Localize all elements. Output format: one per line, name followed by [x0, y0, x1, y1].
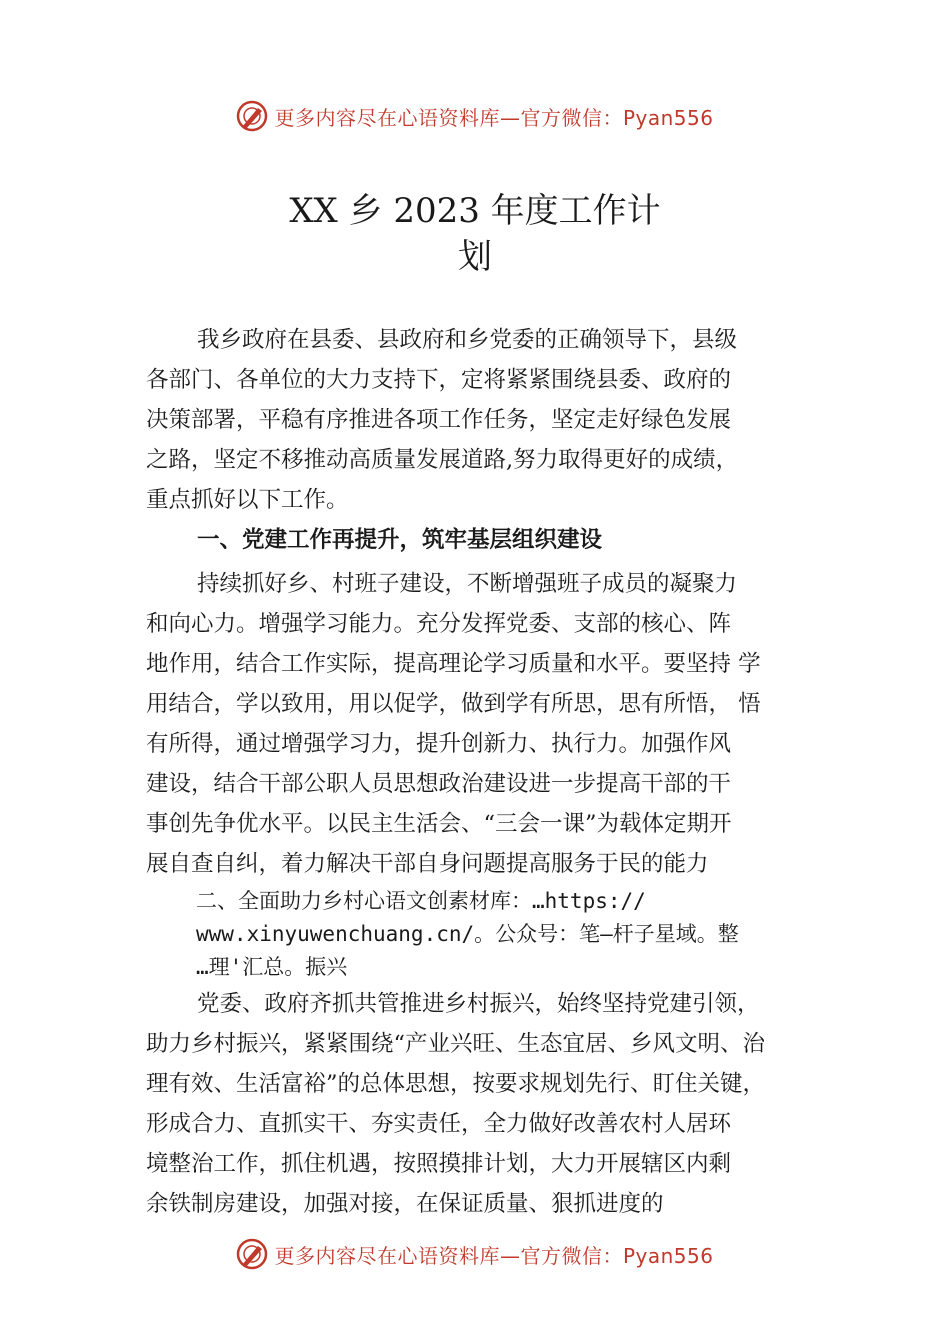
text-line: 理有效、生活富裕”的总体思想，按要求规划先行、盯住关键，: [146, 1071, 766, 1097]
text-line: 决策部署，平稳有序推进各项工作任务，坚定走好绿色发展: [146, 407, 732, 433]
pen-logo-icon: [236, 1238, 268, 1270]
text-line: 重点抓好以下工作。: [146, 487, 349, 513]
text-line: 境整治工作，抓住机遇，按照摸排计划，大力开展辖区内剩: [146, 1151, 732, 1177]
text-line: 余铁制房建设，加强对接，在保证质量、狠抓进度的: [146, 1191, 664, 1217]
title-line-1: XX 乡 2023 年度工作计: [289, 191, 661, 231]
text-line: 事创先争优水平。以民主生活会、“三会一课”为载体定期开: [146, 811, 732, 837]
text-line: 地作用，结合工作实际，提高理论学习质量和水平。要坚持 学: [146, 651, 761, 677]
text-line: 二、全面助力乡村心语文创素材库：…https://: [196, 889, 646, 913]
text-line: 之路，坚定不移推动高质量发展道路,努力取得更好的成绩，: [146, 447, 739, 473]
text-line: 党委、政府齐抓共管推进乡村振兴，始终坚持党建引领，: [197, 991, 760, 1017]
text-line: 助力乡村振兴，紧紧围绕“产业兴旺、生态宜居、乡风文明、治: [146, 1031, 766, 1057]
text-line: 和向心力。增强学习能力。充分发挥党委、支部的核心、阵: [146, 611, 732, 637]
document-title: [150, 188, 800, 280]
text-line: 用结合，学以致用，用以促学，做到学有所思，思有所悟， 悟: [146, 691, 761, 717]
intro-paragraph: [146, 320, 818, 520]
text-line: 形成合力、直抓实干、夯实责任，全力做好改善农村人居环: [146, 1111, 732, 1137]
watermark-text: 更多内容尽在心语资料库—官方微信：Pyan556: [274, 1243, 714, 1268]
section-2-heading: [196, 884, 818, 983]
pen-logo-icon: [236, 100, 268, 132]
text-line: 我乡政府在县委、县政府和乡党委的正确领导下，县级: [197, 327, 738, 353]
heading-text: 一、党建工作再提升，筑牢基层组织建设: [197, 527, 603, 553]
text-line: …理'汇总。振兴: [196, 955, 348, 979]
text-line: 持续抓好乡、村班子建设，不断增强班子成员的凝聚力: [197, 571, 738, 597]
section-1-body: [146, 564, 818, 884]
text-line: 各部门、各单位的大力支持下，定将紧紧围绕县委、政府的: [146, 367, 732, 393]
text-line: www.xinyuwenchuang.cn/。公众号：笔—杆子星域。整: [196, 922, 739, 946]
watermark-banner-top: [0, 96, 950, 136]
text-line: 建设，结合干部公职人员思想政治建设进一步提高干部的干: [146, 771, 732, 797]
text-line: 有所得，通过增强学习力，提升创新力、执行力。加强作风: [146, 731, 732, 757]
section-1-heading: [146, 520, 818, 560]
watermark-banner-bottom: [0, 1234, 950, 1274]
title-line-2: 划: [458, 237, 492, 277]
section-2-body: [146, 984, 818, 1224]
text-line: 展自查自纠，着力解决干部自身问题提高服务于民的能力: [146, 851, 709, 877]
watermark-text: 更多内容尽在心语资料库—官方微信：Pyan556: [274, 105, 714, 130]
